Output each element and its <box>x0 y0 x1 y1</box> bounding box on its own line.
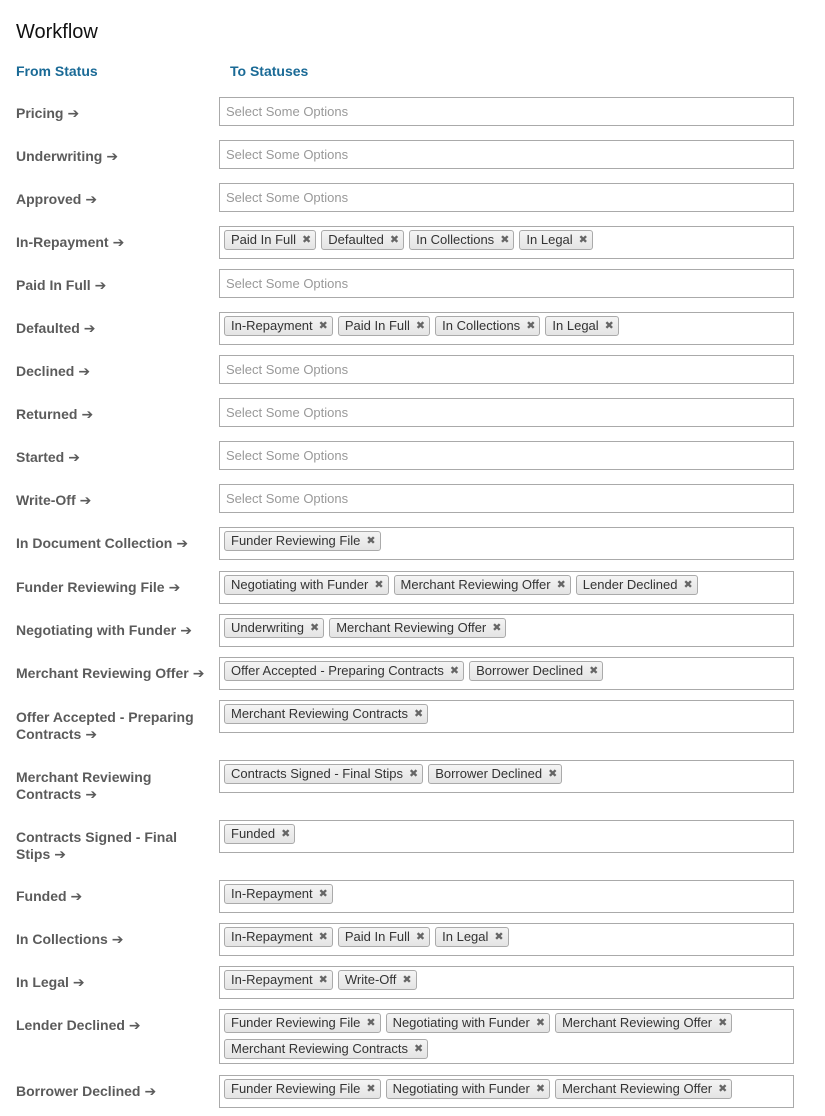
from-status-text: Lender Declined <box>16 1017 125 1033</box>
to-statuses-select[interactable] <box>219 614 794 647</box>
status-chip-label: Borrower Declined <box>435 766 543 781</box>
from-status-text: In Collections <box>16 931 108 947</box>
status-chip-label: In Collections <box>416 232 495 247</box>
remove-chip-icon[interactable]: ✖ <box>548 768 558 780</box>
status-chip-label: Defaulted <box>328 232 384 247</box>
status-chip[interactable] <box>329 618 506 638</box>
selected-options <box>224 531 789 557</box>
arrow-right-icon: ➔ <box>68 449 80 465</box>
status-chip[interactable] <box>224 884 333 904</box>
to-statuses-select[interactable] <box>219 355 794 384</box>
from-status-label <box>16 829 214 863</box>
selected-options <box>224 704 789 730</box>
status-chip[interactable] <box>409 230 514 250</box>
status-chip-label: Underwriting <box>231 620 304 635</box>
selected-options <box>224 618 789 644</box>
from-status-text: Merchant Reviewing Contracts <box>16 769 152 802</box>
status-chip-label: Write-Off <box>344 972 397 987</box>
from-status-text: Merchant Reviewing Offer <box>16 665 189 681</box>
arrow-right-icon: ➔ <box>85 786 98 802</box>
arrow-right-icon: ➔ <box>81 406 94 422</box>
selected-options <box>224 824 789 850</box>
status-chip[interactable] <box>224 927 333 947</box>
to-statuses-select[interactable] <box>219 97 794 126</box>
arrow-right-icon: ➔ <box>79 492 92 508</box>
status-chip[interactable] <box>386 1013 551 1033</box>
arrow-right-icon: ➔ <box>72 974 85 990</box>
status-chip-label: In-Repayment <box>231 972 313 987</box>
select-placeholder[interactable]: Select Some Options <box>226 448 349 463</box>
remove-chip-icon[interactable]: ✖ <box>309 622 320 634</box>
from-status-label <box>16 105 214 122</box>
to-statuses-select[interactable] <box>219 1075 794 1108</box>
remove-chip-icon[interactable]: ✖ <box>318 888 328 900</box>
status-chip-label: In Collections <box>442 318 521 333</box>
arrow-right-icon: ➔ <box>144 1083 157 1099</box>
to-statuses-select[interactable] <box>219 966 794 999</box>
from-status-text: Write-Off <box>16 492 76 508</box>
status-chip[interactable] <box>224 824 295 844</box>
from-status-text: Contracts Signed - Final Stips <box>16 829 178 862</box>
from-status-label <box>16 406 214 423</box>
from-status-text: Paid In Full <box>16 277 91 293</box>
from-status-label <box>16 709 214 743</box>
status-chip[interactable] <box>338 970 417 990</box>
from-status-text: Funded <box>16 888 67 904</box>
remove-chip-icon[interactable]: ✖ <box>578 234 588 246</box>
status-chip[interactable] <box>224 230 316 250</box>
from-status-label <box>16 931 214 948</box>
from-status-text: In Document Collection <box>16 535 173 551</box>
from-status-label <box>16 888 214 905</box>
arrow-right-icon: ➔ <box>111 931 124 947</box>
from-status-label <box>16 148 214 165</box>
from-status-text: In Legal <box>16 974 69 990</box>
from-status-label <box>16 320 214 337</box>
arrow-right-icon: ➔ <box>106 148 119 164</box>
from-status-text: Pricing <box>16 105 64 121</box>
status-chip[interactable] <box>338 316 430 336</box>
from-status-label <box>16 579 214 596</box>
status-chip[interactable] <box>555 1079 732 1099</box>
to-statuses-select[interactable] <box>219 226 794 259</box>
status-chip-label: Paid In Full <box>231 232 297 247</box>
remove-chip-icon[interactable]: ✖ <box>718 1017 728 1029</box>
arrow-right-icon: ➔ <box>176 535 189 551</box>
to-statuses-select[interactable] <box>219 183 794 212</box>
status-chip[interactable] <box>519 230 592 250</box>
select-placeholder[interactable]: Select Some Options <box>226 104 349 119</box>
from-status-label <box>16 1083 214 1100</box>
to-statuses-select[interactable] <box>219 760 794 793</box>
status-chip-label: Merchant Reviewing Offer <box>336 620 487 635</box>
selected-options <box>224 575 789 601</box>
to-statuses-select[interactable] <box>219 880 794 913</box>
status-chip[interactable] <box>224 1039 428 1059</box>
selected-options <box>224 927 789 953</box>
status-chip-label: Merchant Reviewing Offer <box>562 1015 713 1030</box>
status-chip[interactable] <box>224 704 428 724</box>
arrow-right-icon: ➔ <box>112 234 125 250</box>
status-chip-label: In-Repayment <box>231 929 313 944</box>
selected-options <box>224 230 789 256</box>
from-status-label <box>16 492 214 509</box>
status-chip[interactable] <box>224 1079 381 1099</box>
remove-chip-icon[interactable]: ✖ <box>683 579 693 591</box>
status-chip-label: Merchant Reviewing Offer <box>562 1081 713 1096</box>
selected-options <box>224 884 789 910</box>
status-chip-label: Contracts Signed - Final Stips <box>231 766 403 781</box>
status-chip-label: In-Repayment <box>231 886 313 901</box>
from-status-label <box>16 535 214 552</box>
arrow-right-icon: ➔ <box>180 622 192 638</box>
remove-chip-icon[interactable]: ✖ <box>449 665 460 677</box>
status-chip-label: In Legal <box>526 232 573 247</box>
from-status-text: Negotiating with Funder <box>16 622 177 638</box>
status-chip[interactable] <box>428 764 562 784</box>
remove-chip-icon[interactable]: ✖ <box>500 234 510 246</box>
status-chip-label: Funder Reviewing File <box>231 1015 361 1030</box>
to-statuses-select[interactable] <box>219 398 794 427</box>
selected-options <box>224 661 789 687</box>
selected-options <box>224 1013 789 1065</box>
status-chip[interactable] <box>435 316 540 336</box>
from-status-label <box>16 622 214 639</box>
status-chip-label: In Legal <box>552 318 599 333</box>
remove-chip-icon[interactable]: ✖ <box>492 622 502 634</box>
arrow-right-icon: ➔ <box>83 320 96 336</box>
from-status-label <box>16 974 214 991</box>
selected-options <box>224 1079 789 1105</box>
status-chip-label: Funded <box>231 826 276 841</box>
arrow-right-icon: ➔ <box>128 1017 141 1033</box>
from-status-header: From Status <box>16 63 98 79</box>
status-chip-label: Borrower Declined <box>476 663 584 678</box>
status-chip-label: Paid In Full <box>344 318 410 333</box>
remove-chip-icon[interactable]: ✖ <box>374 579 384 591</box>
arrow-right-icon: ➔ <box>192 665 205 681</box>
remove-chip-icon[interactable]: ✖ <box>535 1017 546 1029</box>
remove-chip-icon[interactable]: ✖ <box>556 579 566 591</box>
remove-chip-icon[interactable]: ✖ <box>535 1083 546 1095</box>
to-statuses-select[interactable] <box>219 1009 794 1064</box>
status-chip[interactable] <box>224 316 333 336</box>
from-status-text: Borrower Declined <box>16 1083 141 1099</box>
to-statuses-select[interactable] <box>219 484 794 513</box>
to-statuses-header: To Statuses <box>230 63 309 79</box>
status-chip[interactable] <box>386 1079 551 1099</box>
remove-chip-icon[interactable]: ✖ <box>318 931 328 943</box>
remove-chip-icon[interactable]: ✖ <box>526 320 536 332</box>
to-statuses-select[interactable] <box>219 571 794 604</box>
status-chip[interactable] <box>576 575 698 595</box>
select-placeholder[interactable]: Select Some Options <box>226 276 349 291</box>
to-statuses-select[interactable] <box>219 923 794 956</box>
status-chip[interactable] <box>338 927 430 947</box>
remove-chip-icon[interactable]: ✖ <box>318 974 328 986</box>
arrow-right-icon: ➔ <box>78 363 91 379</box>
status-chip-label: Funder Reviewing File <box>231 1081 361 1096</box>
status-chip-label: Negotiating with Funder <box>392 1081 530 1096</box>
selected-options <box>224 764 789 790</box>
status-chip[interactable] <box>224 575 389 595</box>
status-chip[interactable] <box>224 531 381 551</box>
from-status-label <box>16 277 214 294</box>
remove-chip-icon[interactable]: ✖ <box>494 931 504 943</box>
to-statuses-select[interactable] <box>219 527 794 560</box>
to-statuses-select[interactable] <box>219 312 794 345</box>
to-statuses-select[interactable] <box>219 700 794 733</box>
status-chip-label: Merchant Reviewing Contracts <box>231 1041 409 1056</box>
arrow-right-icon: ➔ <box>54 846 66 862</box>
from-status-text: Underwriting <box>16 148 103 164</box>
from-status-text: In-Repayment <box>16 234 109 250</box>
status-chip-label: In Legal <box>442 929 489 944</box>
remove-chip-icon[interactable]: ✖ <box>589 665 599 677</box>
from-status-text: Returned <box>16 406 78 422</box>
status-chip-label: Lender Declined <box>582 577 678 592</box>
from-status-text: Approved <box>16 191 82 207</box>
remove-chip-icon[interactable]: ✖ <box>366 1083 376 1095</box>
status-chip[interactable] <box>224 970 333 990</box>
select-placeholder[interactable]: Select Some Options <box>226 362 349 377</box>
status-chip[interactable] <box>435 927 508 947</box>
status-chip-label: Negotiating with Funder <box>231 577 369 592</box>
to-statuses-select[interactable] <box>219 441 794 470</box>
remove-chip-icon[interactable]: ✖ <box>389 234 400 246</box>
remove-chip-icon[interactable]: ✖ <box>604 320 614 332</box>
from-status-text: Defaulted <box>16 320 80 336</box>
selected-options <box>224 970 789 996</box>
from-status-label <box>16 769 214 803</box>
remove-chip-icon[interactable]: ✖ <box>414 1043 424 1055</box>
to-statuses-select[interactable] <box>219 820 794 853</box>
select-placeholder[interactable]: Select Some Options <box>226 190 349 205</box>
remove-chip-icon[interactable]: ✖ <box>415 320 426 332</box>
select-placeholder[interactable]: Select Some Options <box>226 147 349 162</box>
from-status-label <box>16 449 214 466</box>
status-chip[interactable] <box>224 661 464 681</box>
from-status-label <box>16 363 214 380</box>
to-statuses-select[interactable] <box>219 657 794 690</box>
remove-chip-icon[interactable]: ✖ <box>281 828 291 840</box>
status-chip-label: Merchant Reviewing Offer <box>400 577 551 592</box>
remove-chip-icon[interactable]: ✖ <box>402 974 412 986</box>
remove-chip-icon[interactable]: ✖ <box>408 768 419 780</box>
from-status-text: Offer Accepted - Preparing Contracts <box>16 709 194 742</box>
to-statuses-select[interactable] <box>219 140 794 169</box>
arrow-right-icon: ➔ <box>67 105 80 121</box>
status-chip[interactable] <box>224 764 423 784</box>
selected-options <box>224 316 789 342</box>
status-chip-label: Offer Accepted - Preparing Contracts <box>231 663 444 678</box>
remove-chip-icon[interactable]: ✖ <box>302 234 312 246</box>
to-statuses-select[interactable] <box>219 269 794 298</box>
status-chip[interactable] <box>224 618 324 638</box>
from-status-label <box>16 234 214 251</box>
status-chip-label: Funder Reviewing File <box>231 533 361 548</box>
status-chip[interactable] <box>555 1013 732 1033</box>
status-chip[interactable] <box>224 1013 381 1033</box>
select-placeholder[interactable]: Select Some Options <box>226 491 349 506</box>
status-chip[interactable] <box>394 575 571 595</box>
remove-chip-icon[interactable]: ✖ <box>415 931 426 943</box>
remove-chip-icon[interactable]: ✖ <box>366 1017 376 1029</box>
from-status-text: Started <box>16 449 65 465</box>
from-status-label <box>16 665 214 682</box>
arrow-right-icon: ➔ <box>85 191 98 207</box>
page-title: Workflow <box>16 21 98 43</box>
status-chip-label: In-Repayment <box>231 318 313 333</box>
status-chip-label: Merchant Reviewing Contracts <box>231 706 409 721</box>
status-chip-label: Paid In Full <box>344 929 410 944</box>
remove-chip-icon[interactable]: ✖ <box>366 535 376 547</box>
remove-chip-icon[interactable]: ✖ <box>318 320 328 332</box>
from-status-text: Funder Reviewing File <box>16 579 165 595</box>
arrow-right-icon: ➔ <box>168 579 181 595</box>
from-status-label <box>16 191 214 208</box>
from-status-text: Declined <box>16 363 75 379</box>
status-chip[interactable] <box>469 661 603 681</box>
status-chip[interactable] <box>545 316 618 336</box>
status-chip-label: Negotiating with Funder <box>392 1015 530 1030</box>
arrow-right-icon: ➔ <box>70 888 83 904</box>
remove-chip-icon[interactable]: ✖ <box>414 708 424 720</box>
remove-chip-icon[interactable]: ✖ <box>718 1083 728 1095</box>
select-placeholder[interactable]: Select Some Options <box>226 405 349 420</box>
arrow-right-icon: ➔ <box>94 277 107 293</box>
arrow-right-icon: ➔ <box>85 726 98 742</box>
status-chip[interactable] <box>321 230 404 250</box>
from-status-label <box>16 1017 214 1034</box>
